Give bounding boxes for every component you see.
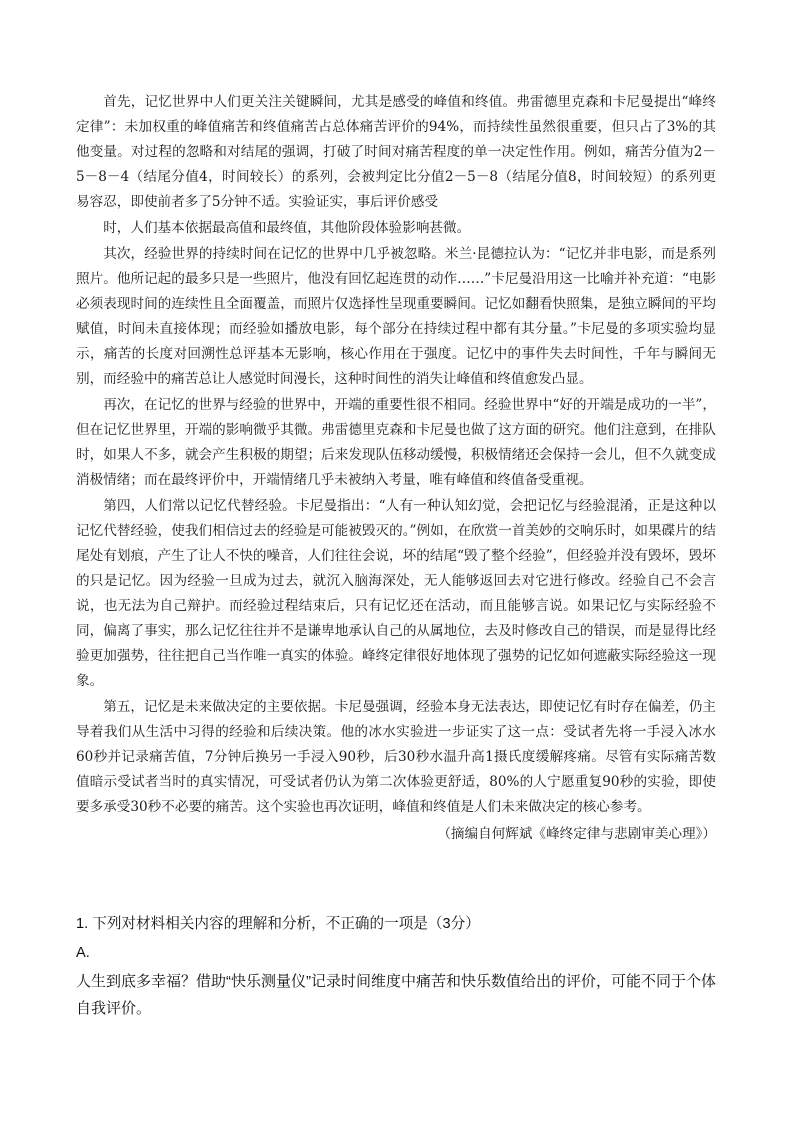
reading-passage	[76, 90, 716, 847]
paragraph-first-continued: 时，人们基本依据最高值和最终值，其他阶段体验影响甚微。	[103, 220, 471, 236]
paragraph-fourth: 第四，人们常以记忆代替经验。卡尼曼指出：“人有一种认知幻觉，会把记忆与经验混淆，正是这种以记忆代替经验，使我们相信过去的经验是可能被毁灭的。”例如，在欣赏一首美妙的交响乐时，如果碟片的结尾处有划痕，产生了让人不快的噪音，人们往往会说，坏的结尾“毁了整个经验”，但经验并没有毁坏，毁坏的只是记忆。因为经验一旦成为过去，就沉入脑海深处，无人能够返回去对它进行修改。经验自己不会言说，也无法为自己辩护。而经验过程结束后，只有记忆还在活动，而且能够言说。如果记忆与实际经验不同，偏离了事实，那么记忆往往并不是谦卑地承认自己的从属地位，去及时修改自己的错误，而是显得比经验更加强势，往往把自己当作唯一真实的体验。峰终定律很好地体现了强势的记忆如何遮蔽实际经验这一现象。	[76, 498, 716, 689]
paragraph-third: 再次，在记忆的世界与经验的世界中，开端的重要性很不相同。经验世界中“好的开端是成功的一半”，但在记忆世界里，开端的影响微乎其微。弗雷德里克森和卡尼曼也做了这方面的研究。他们注意到，在排队时，如果人不多，就会产生积极的期望；后来发现队伍移动缓慢，积极情绪还会保持一会儿，但不久就变成消极情绪；而在最终评价中，开端情绪几乎未被纳入考量，唯有峰值和终值备受重视。	[76, 397, 716, 488]
option-a-letter: A.	[76, 945, 90, 961]
option-a-text: 人生到底多幸福？借助“快乐测量仪”记录时间维度中痛苦和快乐数值给出的评价，可能不同于个体自我评价。	[76, 973, 716, 1017]
paragraph-second: 其次，经验世界的持续时间在记忆的世界中几乎被忽略。米兰·昆德拉认为：“记忆并非电影，而是系列照片。他所记起的最多只是一些照片，他没有回忆起连贯的动作……”卡尼曼沿用这一比喻并补充道：“电影必须表现时间的连续性且全面覆盖，而照片仅选择性呈现重要瞬间。记忆如翻看快照集，是独立瞬间的平均赋值，时间未直接体现；而经验如播放电影，每个部分在持续过程中都有其分量。”卡尼曼的多项实验均显示，痛苦的长度对回溯性总评基本无影响，核心作用在于强度。记忆中的事件失去时间性，千年与瞬间无别，而经验中的痛苦总让人感觉时间漫长，这种时间性的消失让峰值和终值愈发凸显。	[76, 246, 716, 387]
source-citation: （摘编自何辉斌《峰终定律与悲剧审美心理》）	[437, 826, 716, 842]
paragraph-fifth: 第五，记忆是未来做决定的主要依据。卡尼曼强调，经验本身无法表达，即使记忆有时存在偏差，仍主导着我们从生活中习得的经验和后续决策。他的冰水实验进一步证实了这一点：受试者先将一手浸入冰水60秒并记录痛苦值，7分钟后换另一手浸入90秒，后30秒水温升高1摄氏度缓解疼痛。尽管有实际痛苦数值暗示受试者当时的真实情况，可受试者仍认为第二次体验更舒适，80%的人宁愿重复90秒的实验，即使要多承受30秒不必要的痛苦。这个实验也再次证明，峰值和终值是人们未来做决定的核心参考。	[76, 699, 716, 815]
paragraph-first: 首先，记忆世界中人们更关注关键瞬间，尤其是感受的峰值和终值。弗雷德里克森和卡尼曼提出“峰终定律”：未加权重的峰值痛苦和终值痛苦占总体痛苦评价的94%，而持续性虽然很重要，但只占了3%的其他变量。对过程的忽略和对结尾的强调，打破了时间对痛苦程度的单一决定性作用。例如，痛苦分值为2－5－8－4（结尾分值4，时间较长）的系列，会被判定比分值2－5－8（结尾分值8，时间较短）的系列更易容忍，即使前者多了5分钟不适。实验证实，事后评价感受	[76, 94, 716, 210]
question-block	[76, 912, 722, 1022]
question-stem: 1. 下列对材料相关内容的理解和分析，不正确的一项是（3分）	[76, 916, 480, 932]
